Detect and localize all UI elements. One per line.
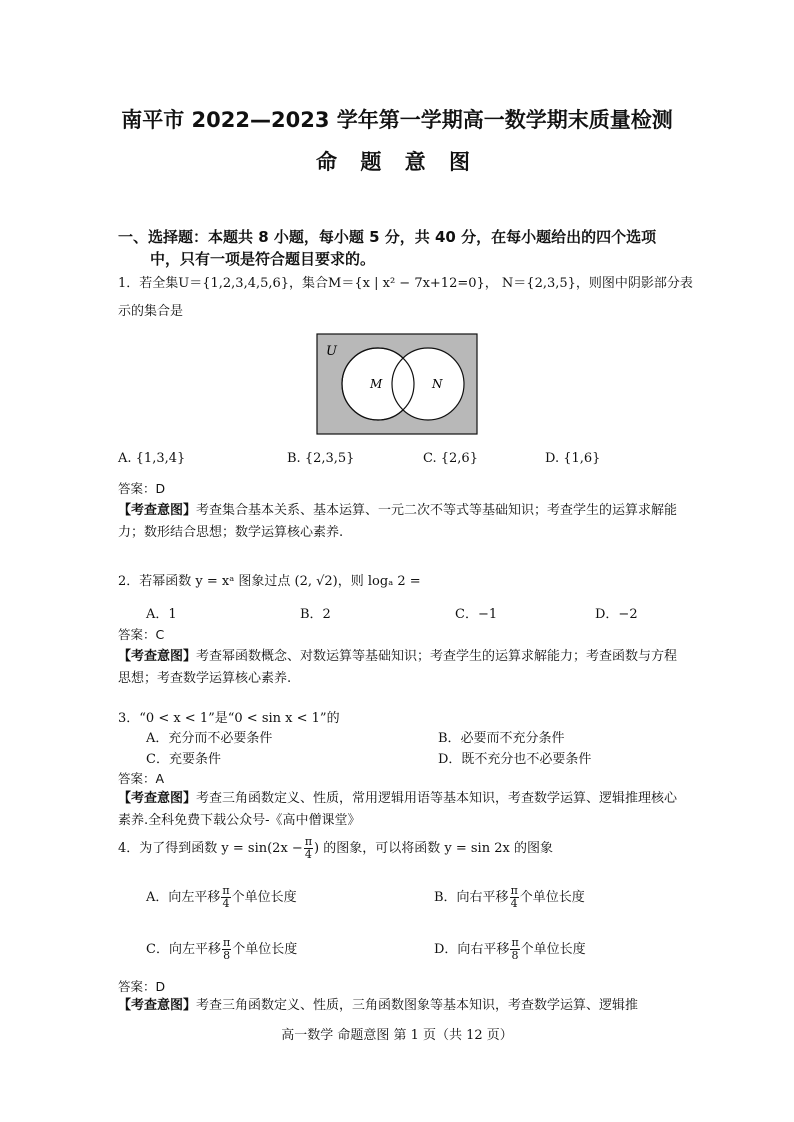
q1-intent-label: 【考查意图】 [118, 503, 197, 518]
venn-label-u: U [326, 344, 337, 359]
q4-option-d-post: 个单位长度 [520, 942, 586, 957]
q4-stem-fraction [304, 836, 313, 861]
q4-option-c-fraction [222, 937, 231, 962]
q1-option-a: A. {1,3,4} [118, 451, 186, 466]
q4-option-a-den: 4 [222, 897, 230, 910]
q4-option-b-num: π [510, 884, 518, 897]
q4-option-a-pre: A．向左平移 [146, 890, 221, 905]
section-heading-line2: 中，只有一项是符合题目要求的。 [150, 250, 376, 268]
q4-option-d-pre: D．向右平移 [434, 942, 510, 957]
q1-intent [118, 500, 678, 544]
q2-intent-label: 【考查意图】 [118, 649, 197, 664]
q1-intent-text: 考查集合基本关系、基本运算、一元二次不等式等基础知识；考查学生的运算求解能力；数形结合思想；数学运算核心素养. [118, 503, 678, 540]
q2-option-a: A．1 [146, 607, 177, 622]
q4-intent [118, 995, 678, 1017]
q4-option-a-num: π [222, 884, 230, 897]
q2-intent [118, 646, 678, 690]
q2-stem: 2．若幂函数 y = xᵃ 图象过点 (2, √2)，则 logₐ 2 = [118, 574, 421, 589]
q4-option-c-num: π [222, 936, 231, 949]
q3-option-a: A．充分而不必要条件 [146, 731, 273, 746]
q4-intent-label: 【考查意图】 [118, 998, 197, 1013]
venn-label-m: M [370, 377, 383, 391]
q2-option-b: B．2 [300, 607, 331, 622]
q2-option-c: C．−1 [455, 607, 498, 622]
q4-option-b-fraction [510, 885, 519, 910]
q1-option-d: D. {1,6} [545, 451, 601, 466]
page-title: 南平市 2022—2023 学年第一学期高一数学期末质量检测 [121, 108, 673, 132]
q4-answer: 答案：D [118, 979, 166, 994]
q4-option-a-fraction [221, 885, 230, 910]
q4-stem-frac-num: π [304, 835, 313, 848]
q4-option-d-den: 8 [511, 949, 519, 962]
q4-intent-text: 考查三角函数定义、性质，三角函数图象等基本知识，考查数学运算、逻辑推 [196, 998, 639, 1013]
q4-stem [118, 836, 553, 861]
q4-option-b-post: 个单位长度 [519, 890, 585, 905]
q3-answer: 答案：A [118, 771, 165, 786]
q3-intent-label: 【考查意图】 [118, 791, 197, 806]
q1-stem-line1: 1．若全集U＝{1,2,3,4,5,6}，集合M＝{x | x² − 7x+12=0}， N＝{2,3,5}，则图中阴影部分表 [118, 276, 693, 291]
q3-option-d: D．既不充分也不必要条件 [438, 752, 592, 767]
q3-intent-text: 考查三角函数定义、性质，常用逻辑用语等基本知识，考查数学运算、逻辑推理核心素养.全科免费下载公众号-《高中僧课堂》 [118, 791, 678, 828]
q1-option-c: C. {2,6} [423, 451, 478, 466]
q4-option-b [434, 885, 585, 910]
q2-intent-text: 考查幂函数概念、对数运算等基础知识；考查学生的运算求解能力；考查函数与方程思想；考查数学运算核心素养. [118, 649, 678, 686]
q4-option-b-pre: B．向右平移 [434, 890, 509, 905]
q4-option-b-den: 4 [510, 897, 518, 910]
q2-answer: 答案：C [118, 627, 165, 642]
q4-stem-frac-den: 4 [304, 848, 312, 861]
venn-diagram [316, 333, 478, 435]
section-heading-line1: 一、选择题：本题共 8 小题，每小题 5 分，共 40 分，在每小题给出的四个选项 [118, 228, 657, 246]
q4-option-d-fraction [510, 937, 519, 962]
q4-option-a [146, 885, 297, 910]
q4-option-c-pre: C．向左平移 [146, 942, 221, 957]
page-footer: 高一数学 命题意图 第 1 页（共 12 页） [281, 1028, 513, 1043]
q4-option-a-post: 个单位长度 [231, 890, 297, 905]
q4-stem-part1: 4．为了得到函数 y = sin(2x − [118, 841, 303, 856]
venn-circle-n [392, 348, 464, 420]
q3-stem: 3．“0 < x < 1”是“0 < sin x < 1”的 [118, 711, 340, 726]
q4-stem-part2: ) 的图象，可以将函数 y = sin 2x 的图象 [314, 841, 553, 856]
q1-answer: 答案：D [118, 481, 166, 496]
venn-label-n: N [432, 377, 443, 391]
q4-option-c-den: 8 [223, 949, 231, 962]
q1-option-b: B. {2,3,5} [287, 451, 355, 466]
q3-option-b: B．必要而不充分条件 [438, 731, 565, 746]
q4-option-d [434, 937, 586, 962]
q4-option-d-num: π [511, 936, 519, 949]
q4-option-c-post: 个单位长度 [232, 942, 298, 957]
q3-option-c: C．充要条件 [146, 752, 221, 767]
q1-stem-line2: 示的集合是 [118, 304, 184, 319]
q2-option-d: D．−2 [595, 607, 638, 622]
q4-option-c [146, 937, 297, 962]
q3-intent [118, 788, 678, 832]
page-subtitle: 命 题 意 图 [316, 150, 478, 174]
